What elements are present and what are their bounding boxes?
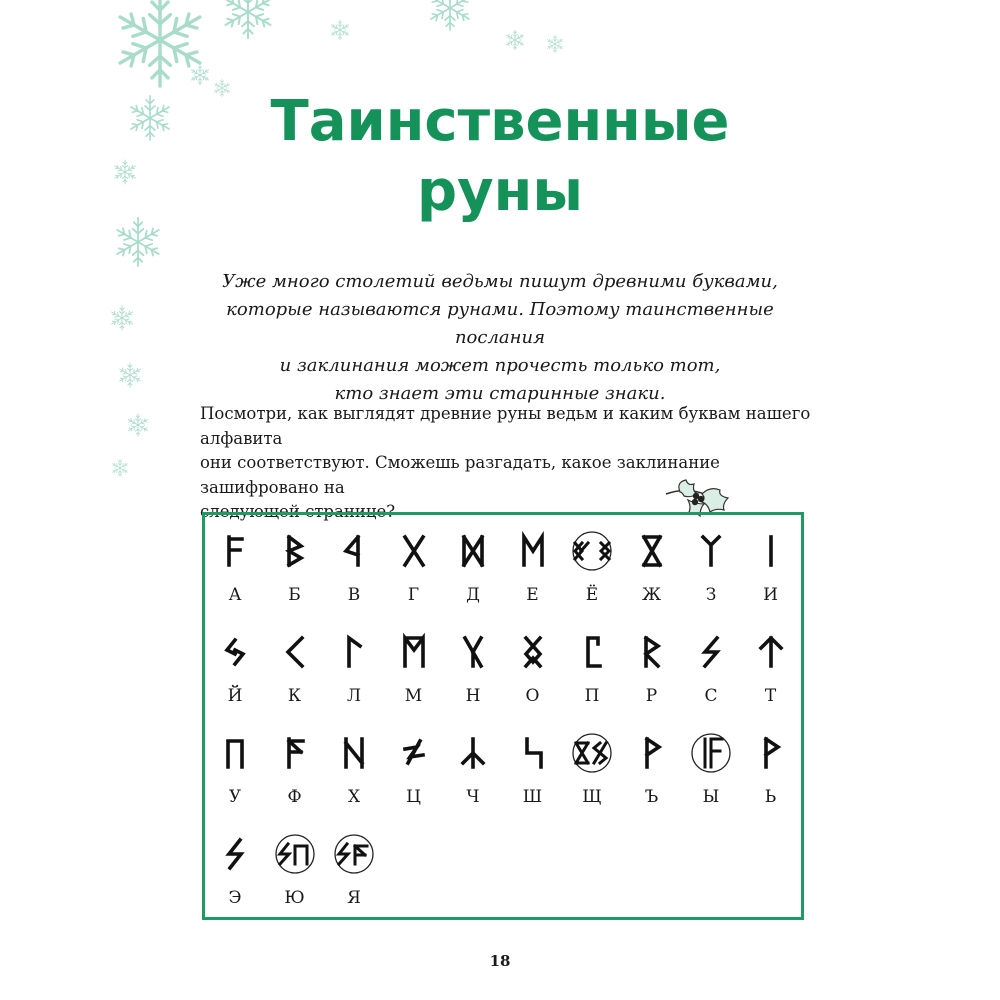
page-number: 18 xyxy=(489,952,511,970)
rune-glyph-icon xyxy=(453,531,493,571)
rune-letter-label: Т xyxy=(764,686,777,706)
rune-cell xyxy=(624,519,680,605)
rune-cell xyxy=(267,519,323,605)
rune-letter-label: Ю xyxy=(284,888,305,908)
rune-letter-label: Б xyxy=(288,585,301,605)
rune-cell xyxy=(743,620,799,706)
rune-letter-label: Ф xyxy=(287,787,302,807)
intro-line: Уже много столетий ведьмы пишут древними буквами, xyxy=(222,271,778,292)
rune-letter-label: И xyxy=(763,585,778,605)
title-line-1: Таинственные xyxy=(270,89,730,154)
rune-letter-label: С xyxy=(704,686,718,706)
rune-cell xyxy=(267,721,323,807)
title-line-2: руны xyxy=(417,159,583,224)
rune-letter-label: Г xyxy=(407,585,420,605)
rune-cell xyxy=(505,721,561,807)
rune-cell xyxy=(386,620,442,706)
rune-letter-label: П xyxy=(584,686,600,706)
rune-glyph-icon xyxy=(215,531,255,571)
rune-letter-label: У xyxy=(228,787,242,807)
rune-cell xyxy=(564,620,620,706)
rune-letter-label: Щ xyxy=(582,787,602,807)
rune-letter-label: Ъ xyxy=(644,787,659,807)
rune-glyph-icon xyxy=(632,733,672,773)
intro-line: которые называются рунами. Поэтому таинственные послания xyxy=(226,299,774,348)
rune-alphabet-table xyxy=(202,512,804,920)
rune-glyph-icon xyxy=(275,531,315,571)
rune-letter-label: Э xyxy=(228,888,242,908)
rune-glyph-icon xyxy=(751,531,791,571)
rune-glyph-icon xyxy=(572,632,612,672)
rune-glyph-icon xyxy=(513,733,553,773)
rune-letter-label: Ж xyxy=(641,585,662,605)
rune-letter-label: Ч xyxy=(466,787,480,807)
rune-glyph-icon xyxy=(453,632,493,672)
rune-cell xyxy=(445,721,501,807)
rune-letter-label: Ы xyxy=(702,787,720,807)
rune-glyph-icon xyxy=(513,531,553,571)
rune-cell xyxy=(743,519,799,605)
rune-glyph-icon xyxy=(334,834,374,874)
rune-cell xyxy=(207,519,263,605)
rune-glyph-icon xyxy=(275,733,315,773)
rune-glyph-icon xyxy=(215,834,255,874)
rune-glyph-icon xyxy=(572,531,612,571)
rune-cell xyxy=(564,721,620,807)
rune-glyph-icon xyxy=(334,733,374,773)
rune-letter-label: Ц xyxy=(406,787,421,807)
rune-cell xyxy=(683,519,739,605)
intro-line: кто знает эти старинные знаки. xyxy=(334,383,666,404)
rune-cell xyxy=(386,721,442,807)
rune-cell xyxy=(445,519,501,605)
rune-letter-label: Н xyxy=(465,686,481,706)
rune-glyph-icon xyxy=(275,632,315,672)
rune-cell xyxy=(505,620,561,706)
rune-letter-label: А xyxy=(228,585,242,605)
rune-cell xyxy=(743,721,799,807)
rune-glyph-icon xyxy=(394,632,434,672)
rune-glyph-icon xyxy=(394,733,434,773)
rune-letter-label: Ь xyxy=(764,787,777,807)
rune-glyph-icon xyxy=(691,733,731,773)
rune-cell xyxy=(267,620,323,706)
intro-line: и заклинания может прочесть только тот, xyxy=(279,355,721,376)
rune-glyph-icon xyxy=(513,632,553,672)
rune-glyph-icon xyxy=(394,531,434,571)
rune-cell xyxy=(267,822,323,908)
rune-cell xyxy=(326,620,382,706)
rune-glyph-icon xyxy=(215,632,255,672)
rune-cell xyxy=(564,519,620,605)
rune-glyph-icon xyxy=(632,531,672,571)
rune-cell xyxy=(326,721,382,807)
rune-letter-label: Л xyxy=(346,686,362,706)
instruction-line: следующей странице? xyxy=(200,502,396,521)
rune-letter-label: Я xyxy=(347,888,361,908)
intro-paragraph xyxy=(180,268,820,408)
rune-glyph-icon xyxy=(751,632,791,672)
rune-glyph-icon xyxy=(691,531,731,571)
rune-glyph-icon xyxy=(453,733,493,773)
rune-letter-label: Ш xyxy=(522,787,543,807)
rune-cell xyxy=(326,822,382,908)
rune-glyph-icon xyxy=(334,632,374,672)
instruction-line: Посмотри, как выглядят древние руны ведьм и каким буквам нашего алфавита xyxy=(200,404,811,448)
rune-cell xyxy=(445,620,501,706)
rune-letter-label: Ё xyxy=(585,585,599,605)
rune-cell xyxy=(326,519,382,605)
rune-letter-label: К xyxy=(287,686,302,706)
rune-glyph-icon xyxy=(572,733,612,773)
rune-letter-label: Х xyxy=(347,787,361,807)
rune-letter-label: Р xyxy=(645,686,658,706)
rune-glyph-icon xyxy=(215,733,255,773)
rune-cell xyxy=(683,721,739,807)
rune-cell xyxy=(207,822,263,908)
rune-cell xyxy=(624,620,680,706)
rune-cell xyxy=(386,519,442,605)
rune-cell xyxy=(505,519,561,605)
rune-glyph-icon xyxy=(691,632,731,672)
rune-cell xyxy=(624,721,680,807)
rune-letter-label: М xyxy=(404,686,423,706)
rune-cell xyxy=(683,620,739,706)
rune-cell xyxy=(207,721,263,807)
rune-letter-label: О xyxy=(525,686,540,706)
instruction-line: они соответствуют. Сможешь разгадать, какое заклинание зашифровано на xyxy=(200,453,720,497)
rune-glyph-icon xyxy=(334,531,374,571)
rune-letter-label: Й xyxy=(227,686,243,706)
rune-letter-label: З xyxy=(705,585,717,605)
rune-glyph-icon xyxy=(275,834,315,874)
rune-glyph-icon xyxy=(751,733,791,773)
rune-letter-label: Д xyxy=(466,585,480,605)
rune-letter-label: Е xyxy=(526,585,539,605)
rune-glyph-icon xyxy=(632,632,672,672)
rune-letter-label: В xyxy=(347,585,361,605)
rune-cell xyxy=(207,620,263,706)
